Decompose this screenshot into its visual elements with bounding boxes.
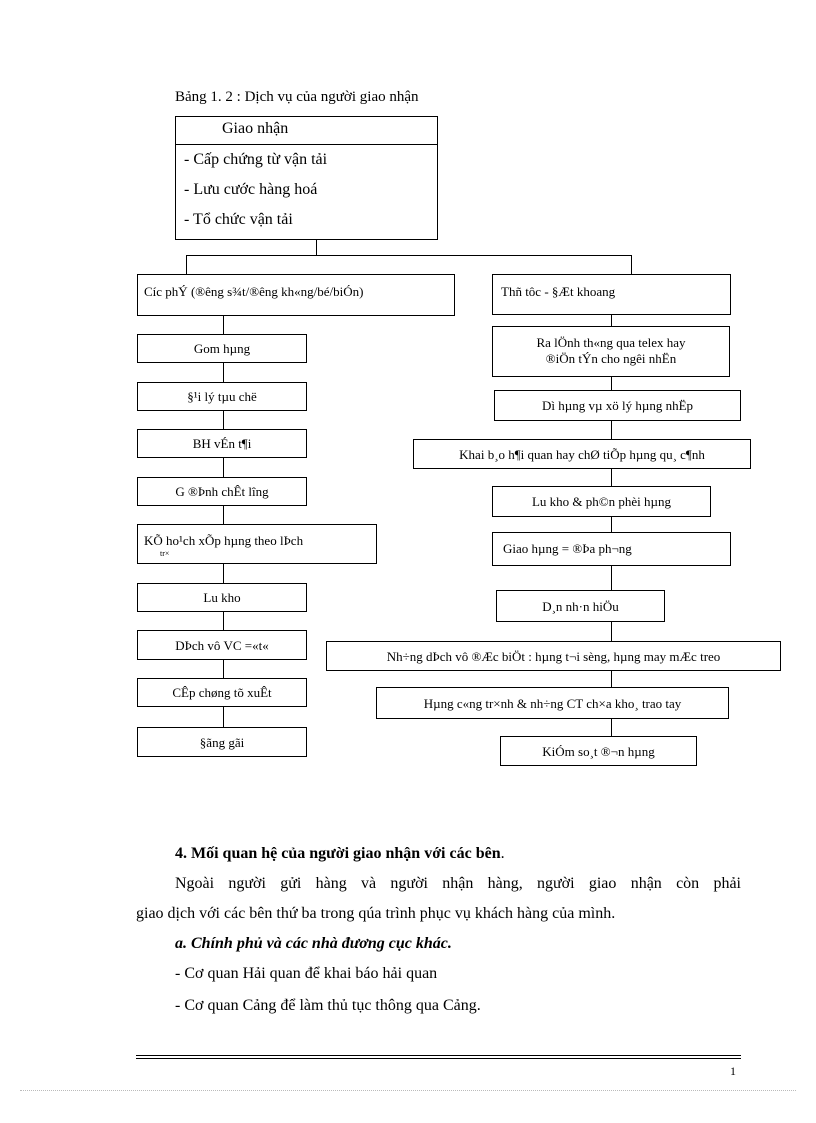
- table-caption: Bảng 1. 2 : Dịch vụ của người giao nhận: [175, 89, 419, 105]
- left-service-box: [137, 429, 307, 458]
- left-service-label: Lu kho: [203, 590, 241, 605]
- right-service-label: Khai b¸o h¶i quan hay chØ tiÕp hµng qu¸ c¶nh: [459, 447, 705, 462]
- paragraph-line: giao dịch với các bên thứ ba trong qúa trình phục vụ khách hàng của mình.: [136, 905, 616, 922]
- footer-rule: [136, 1055, 741, 1056]
- left-service-label: G ®Þnh chÊt lîng: [175, 484, 269, 499]
- right-service-label: Giao hµng = ®Þa ph¬ng: [503, 541, 632, 556]
- page-edge-dotted: [20, 1090, 796, 1091]
- left-service-label: Gom hµng: [193, 341, 251, 356]
- right-service-box: [492, 486, 711, 517]
- right-service-label: D¸n nh·n hiÖu: [542, 599, 619, 614]
- right-service-box: [326, 641, 781, 671]
- right-head-label: Thñ tôc - §Æt khoang: [501, 284, 616, 299]
- right-service-label: Dì hµng vµ xö lý hµng nhËp: [541, 398, 694, 413]
- page-number: 1: [730, 1064, 736, 1078]
- footer-rule: [136, 1058, 741, 1059]
- right-service-box: [492, 326, 730, 377]
- right-service-label: Nh÷ng dÞch vô ®Æc biÖt : hµng t¬i sèng, hµng may mÆc treo: [386, 649, 721, 664]
- right-service-box: [492, 532, 731, 566]
- right-service-box: [376, 687, 729, 719]
- left-head-label: Cíc phÝ (®êng s¾t/®êng kh«ng/bé/biÓn): [144, 284, 364, 299]
- right-service-box: [500, 736, 697, 766]
- right-service-label: ®iÖn tÝn cho ngêi nhËn: [545, 351, 677, 366]
- giao-nhan-item: - Tổ chức vận tải: [184, 211, 293, 228]
- left-service-box: [137, 727, 307, 757]
- left-service-label: CÊp chøng tõ xuÊt: [172, 685, 272, 700]
- left-service-cutoff: tr×: [160, 549, 170, 558]
- left-service-box: [137, 382, 307, 411]
- left-service-box-plan: [137, 524, 377, 564]
- bullet-item: - Cơ quan Cảng để làm thủ tục thông qua Cảng.: [175, 997, 481, 1014]
- left-service-box: [137, 583, 307, 612]
- left-service-label: §ãng gãi: [199, 735, 245, 750]
- right-service-box: [413, 439, 751, 469]
- right-service-label: Lu kho & ph©n phèi hµng: [531, 494, 672, 509]
- right-head-box: [492, 274, 731, 315]
- section-heading-period: .: [500, 845, 505, 862]
- left-service-label: KÕ ho¹ch xÕp hµng theo lÞch: [144, 533, 304, 548]
- section-heading-text: 4. Mối quan hệ của người giao nhận với các bên: [175, 845, 501, 862]
- right-service-label: Hµng c«ng tr×nh & nh÷ng CT ch×a kho¸ trao tay: [423, 696, 682, 711]
- left-service-box: [137, 334, 307, 363]
- right-service-box: [496, 590, 665, 622]
- sub-heading: a. Chính phủ và các nhà đương cục khác.: [175, 935, 452, 952]
- left-service-label: §¹i lý tµu chë: [187, 389, 257, 404]
- left-service-label: DÞch vô VC =«t«: [175, 638, 269, 653]
- left-service-box: [137, 477, 307, 506]
- giao-nhan-title: Giao nhận: [222, 120, 289, 137]
- left-service-box: [137, 678, 307, 707]
- left-head-box: [137, 274, 455, 316]
- section-heading: [175, 844, 505, 864]
- right-service-box: [494, 390, 741, 421]
- left-service-label: BH vÉn t¶i: [192, 436, 252, 451]
- giao-nhan-item: - Lưu cước hàng hoá: [184, 181, 318, 198]
- right-service-label: KiÓm so¸t ®¬n hµng: [542, 744, 655, 759]
- giao-nhan-item: - Cấp chứng từ vận tải: [184, 151, 328, 168]
- bullet-item: - Cơ quan Hải quan để khai báo hải quan: [175, 965, 438, 982]
- right-service-label: Ra lÖnh th«ng qua telex hay: [536, 335, 686, 350]
- paragraph-line: Ngoài người gửi hàng và người nhận hàng, người giao nhận còn phải: [175, 875, 741, 892]
- left-service-box: [137, 630, 307, 660]
